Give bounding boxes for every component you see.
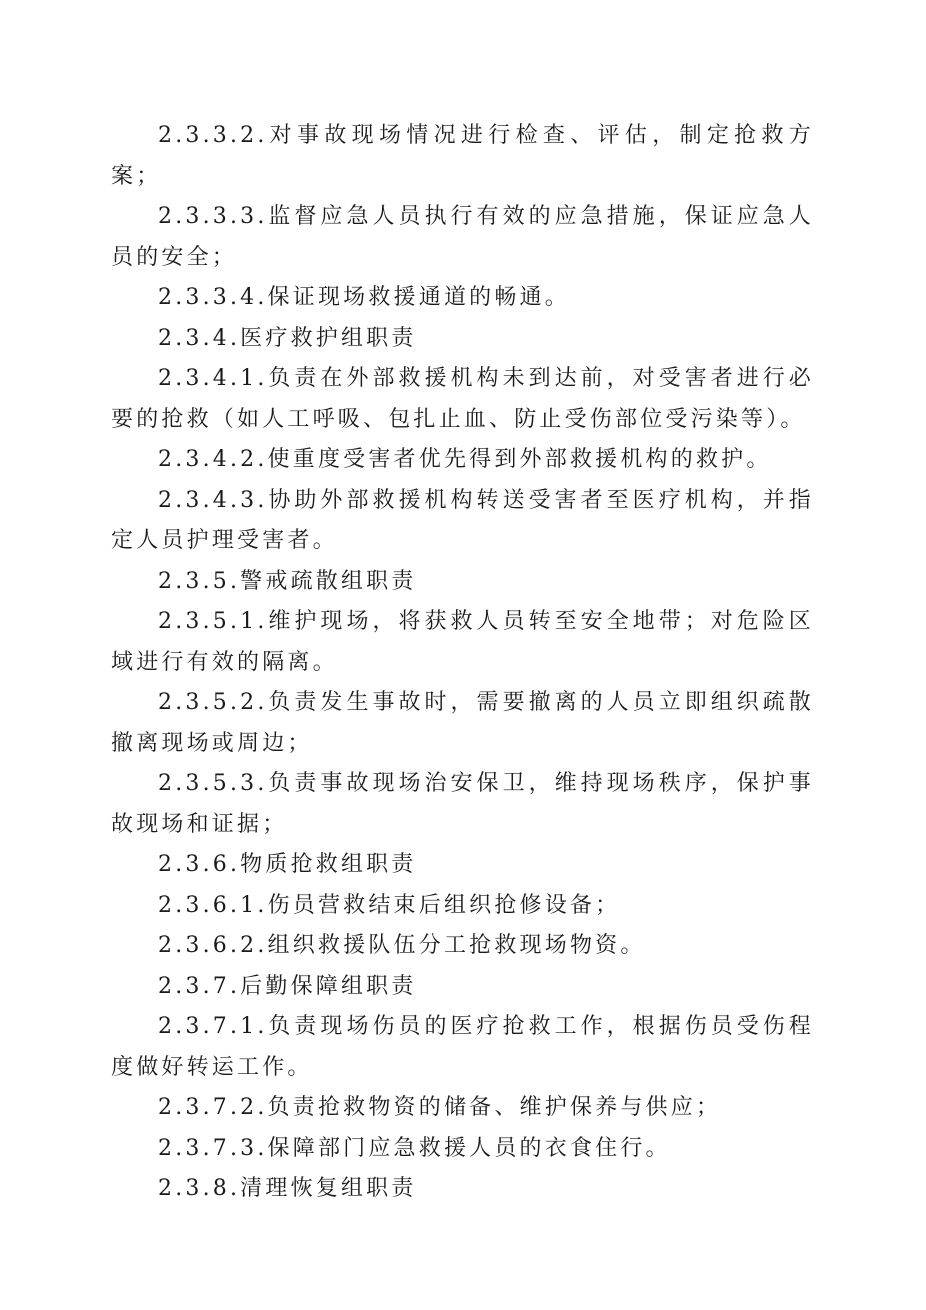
heading-2-3-5: 2.3.5.警戒疏散组职责 xyxy=(158,568,417,594)
paragraph-2-3-6-2: 2.3.6.2.组织救援队伍分工抢救现场物资。 xyxy=(158,933,646,958)
paragraph-2-3-3-3: 2.3.3.3.监督应急人员执行有效的应急措施，保证应急人员的安全； xyxy=(111,204,814,270)
paragraph-2-3-6-1: 2.3.6.1.伤员营救结束后组织抢修设备； xyxy=(158,892,621,918)
paragraph-2-3-3-4: 2.3.3.4.保证现场救援通道的畅通。 xyxy=(158,285,570,310)
heading-2-3-8: 2.3.8.清理恢复组职责 xyxy=(158,1176,417,1201)
heading-2-3-6: 2.3.6.物质抢救组职责 xyxy=(158,852,417,877)
paragraph-2-3-4-1: 2.3.4.1.负责在外部救援机构未到达前，对受害者进行必要的抢救（如人工呼吸、包扎止血、防止受伤部位受污染等）。 xyxy=(111,366,814,432)
paragraph-2-3-3-2: 2.3.3.2.对事故现场情况进行检查、评估，制定抢救方案； xyxy=(111,123,814,189)
paragraph-2-3-4-2: 2.3.4.2.使重度受害者优先得到外部救援机构的救护。 xyxy=(158,447,772,472)
paragraph-2-3-4-3: 2.3.4.3.协助外部救援机构转送受害者至医疗机构，并指定人员护理受害者。 xyxy=(111,487,814,553)
paragraph-2-3-7-3: 2.3.7.3.保障部门应急救援人员的衣食住行。 xyxy=(158,1135,671,1161)
heading-2-3-4: 2.3.4.医疗救护组职责 xyxy=(158,325,417,351)
paragraph-2-3-7-2: 2.3.7.2.负责抢救物资的储备、维护保养与供应； xyxy=(158,1095,722,1120)
paragraph-2-3-5-3: 2.3.5.3.负责事故现场治安保卫，维持现场秩序，保护事故现场和证据； xyxy=(111,771,814,837)
heading-2-3-7: 2.3.7.后勤保障组职责 xyxy=(158,973,417,999)
paragraph-2-3-5-1: 2.3.5.1.维护现场，将获救人员转至安全地带；对危险区域进行有效的隔离。 xyxy=(111,609,814,675)
paragraph-2-3-5-2: 2.3.5.2.负责发生事故时，需要撤离的人员立即组织疏散撤离现场或周边； xyxy=(111,690,814,756)
paragraph-2-3-7-1: 2.3.7.1.负责现场伤员的医疗抢救工作，根据伤员受伤程度做好转运工作。 xyxy=(111,1014,814,1080)
document-body xyxy=(111,116,814,1210)
